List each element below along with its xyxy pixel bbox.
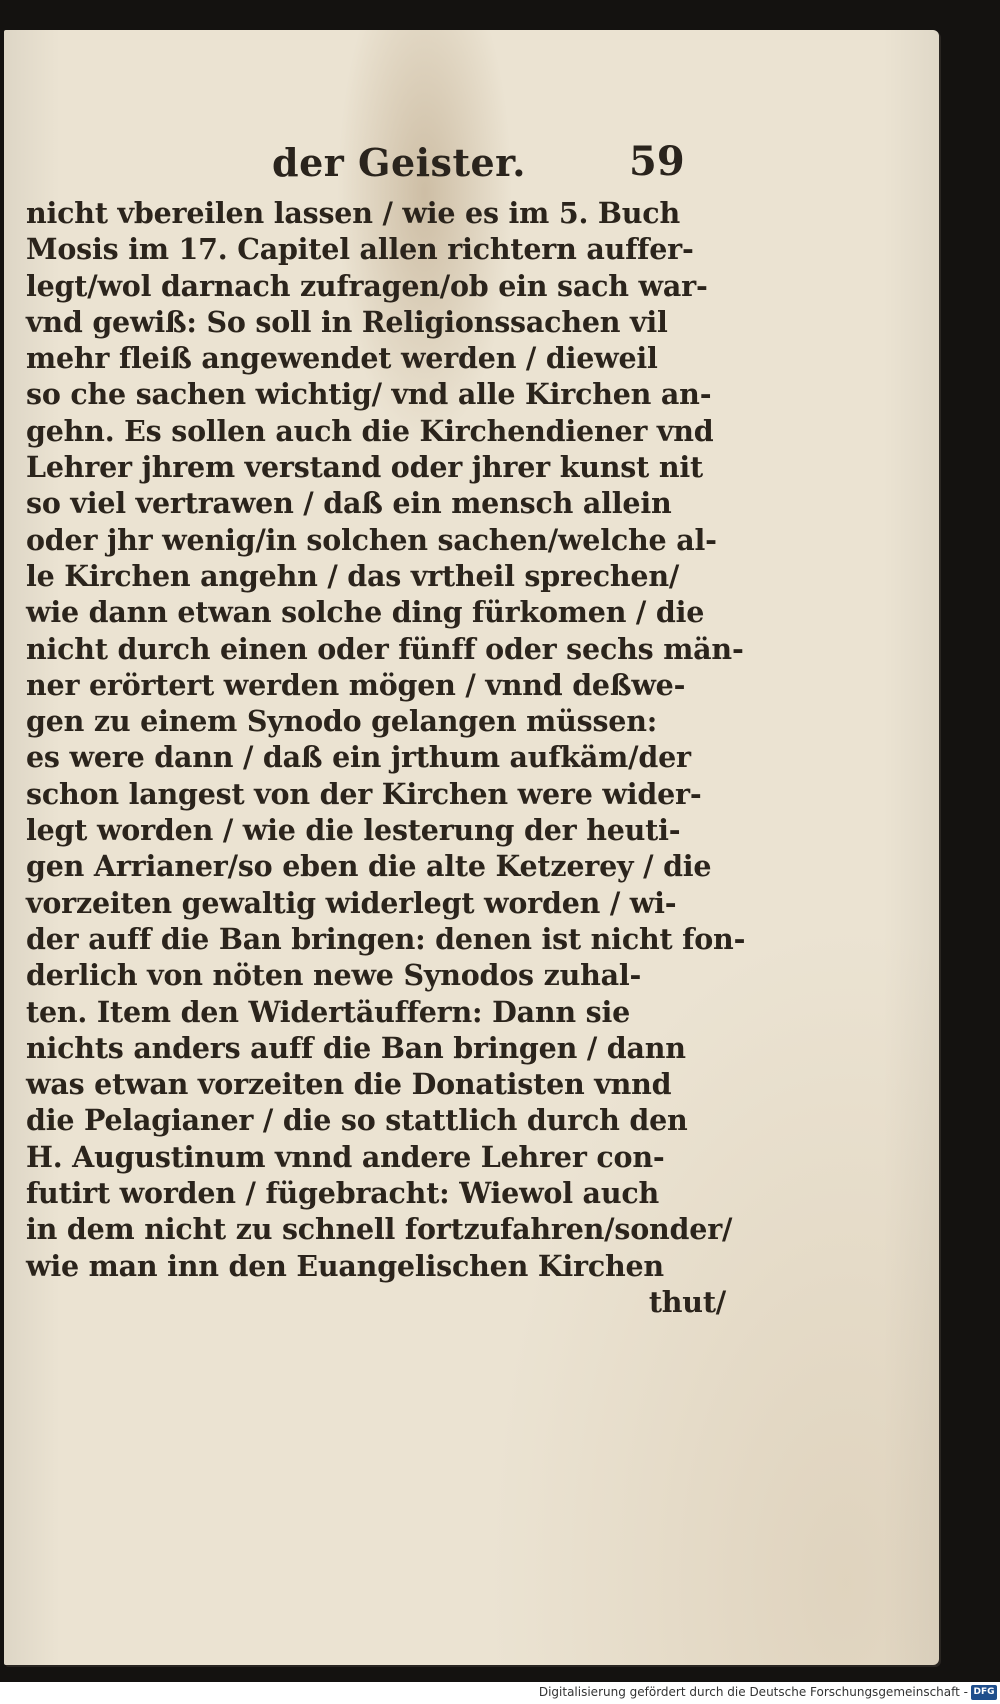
text-line: Mosis im 17. Capitel allen richtern auffer- <box>26 232 694 267</box>
funding-credit: Digitalisierung gefördert durch die Deutsche Forschungsgemeinschaft - <box>538 1685 968 1699</box>
text-line: schon langest von der Kirchen were wider- <box>26 776 702 811</box>
catchword: thut/ <box>648 1284 726 1319</box>
text-line: derlich von nöten newe Synodos zuhal- <box>26 958 642 993</box>
body-text <box>26 195 746 1320</box>
text-line: legt/wol darnach zufragen/ob ein sach war- <box>26 268 708 303</box>
running-head: der Geister. <box>272 140 526 185</box>
text-line: legt worden / wie die lesterung der heuti- <box>26 813 681 848</box>
book-page <box>4 30 939 1665</box>
text-line: H. Augustinum vnnd andere Lehrer con- <box>26 1139 665 1174</box>
text-line: was etwan vorzeiten die Donatisten vnnd <box>26 1067 672 1102</box>
text-line: ner erörtert werden mögen / vnnd deßwe- <box>26 667 686 702</box>
page-header <box>4 120 939 190</box>
text-line: ten. Item den Widertäuffern: Dann sie <box>26 994 631 1029</box>
text-line: futirt worden / fügebracht: Wiewol auch <box>26 1176 660 1211</box>
text-line: gen zu einem Synodo gelangen müssen: <box>26 704 658 739</box>
text-line: oder jhr wenig/in solchen sachen/welche al- <box>26 522 717 557</box>
text-line: nichts anders auff die Ban bringen / dann <box>26 1030 686 1065</box>
page-number: 59 <box>629 138 685 185</box>
text-line: in dem nicht zu schnell fortzufahren/sonder/ <box>26 1212 733 1247</box>
text-line: so che sachen wichtig/ vnd alle Kirchen an- <box>26 377 712 412</box>
text-line: gen Arrianer/so eben die alte Ketzerey / die <box>26 849 712 884</box>
text-line: gehn. Es sollen auch die Kirchendiener vnd <box>26 413 714 448</box>
text-line: es were dann / daß ein jrthum aufkäm/der <box>26 740 691 775</box>
text-line: der auff die Ban bringen: denen ist nicht fon- <box>26 921 746 956</box>
text-line: Lehrer jhrem verstand oder jhrer kunst nit <box>26 450 703 485</box>
text-line: wie dann etwan solche ding fürkomen / die <box>26 595 705 630</box>
text-line: wie man inn den Euangelischen Kirchen <box>26 1248 664 1283</box>
text-line: die Pelagianer / die so stattlich durch den <box>26 1103 688 1138</box>
text-line: vorzeiten gewaltig widerlegt worden / wi- <box>26 885 677 920</box>
text-line: mehr fleiß angewendet werden / dieweil <box>26 341 658 376</box>
text-line: vnd gewiß: So soll in Religionssachen vil <box>26 304 668 339</box>
dfg-logo: DFG <box>971 1685 997 1700</box>
text-line: nicht durch einen oder fünff oder sechs män- <box>26 631 744 666</box>
text-line: nicht vbereilen lassen / wie es im 5. Buch <box>26 196 680 230</box>
text-line: le Kirchen angehn / das vrtheil sprechen/ <box>26 558 680 593</box>
text-line: so viel vertrawen / daß ein mensch allein <box>26 486 672 521</box>
digitization-footer <box>0 1682 1000 1704</box>
